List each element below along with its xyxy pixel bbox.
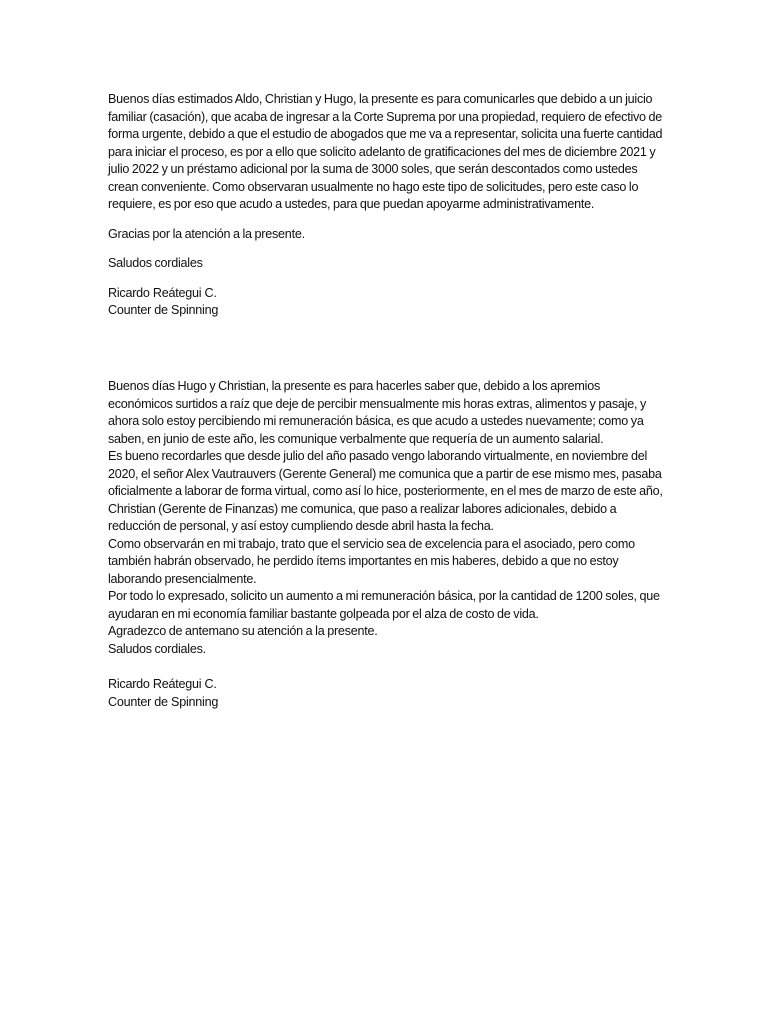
paragraph-closing: Saludos cordiales. bbox=[108, 641, 206, 656]
paragraph-thanks: Agradezco de antemano su atención a la presente. bbox=[108, 624, 378, 638]
paragraph-request: Por todo lo expresado, solicito un aumento a mi remuneración básica, por la cantidad de 1200 soles, que ayudaran en mi economía familiar bastante golpeada por el alza de costo de vida. bbox=[108, 589, 660, 621]
signature-block bbox=[108, 285, 664, 320]
thanks-line: Gracias por la atención a la presente. bbox=[108, 226, 305, 241]
signature-name: Ricardo Reátegui C. bbox=[108, 285, 217, 300]
paragraph-greeting: Buenos días Hugo y Christian, la presente es para hacerles saber que, debido a los apremios económicos surtidos a raíz que deje de percibir mensualmente mis horas extras, alimentos y pasaje, y ahora solo estoy percibiendo mi remuneración básica, es que acudo a ustedes nuevamente; como ya saben, en junio de este año, les comunique verbalmente que requería de un aumento salarial. bbox=[108, 379, 646, 446]
closing-line: Saludos cordiales bbox=[108, 256, 203, 270]
signature-name: Ricardo Reátegui C. bbox=[108, 677, 217, 691]
paragraph-observations: Como observarán en mi trabajo, trato que el servicio sea de excelencia para el asociado, pero como también habrán observado, he perdido ítems importantes en mis haberes, debido a que no estoy laborando presencialmente. bbox=[108, 536, 635, 586]
paragraph-background: Es bueno recordarles que desde julio del año pasado vengo laborando virtualmente, en noviembre del 2020, el señor Alex Vautrauvers (Gerente General) me comunica que a partir de ese mismo mes, pasaba oficialmente a laborar de forma virtual, como así lo hice, posteriormente, en el mes de marzo de este año, Christian (Gerente de Finanzas) me comunica, que paso a realizar labores adicionales, debido a reducción de personal, y así estoy cumpliendo desde abril hasta la fecha. bbox=[108, 449, 663, 533]
signature-title: Counter de Spinning bbox=[108, 694, 219, 709]
letter-loan-request bbox=[108, 91, 664, 320]
letter-body: Buenos días estimados Aldo, Christian y Hugo, la presente es para comunicarles que debido a un juicio familiar (casación), que acaba de ingresar a la Corte Suprema por una propiedad, requiero de efectivo de forma urgente, debido a que el estudio de abogados que me va a representar, solicita una fuerte cantidad para iniciar el proceso, es por a ello que solicito adelanto de gratificaciones del mes de diciembre 2021 y julio 2022 y un préstamo adicional por la suma de 3000 soles, que serán descontados como ustedes crean conveniente. Como observaran usualmente no hago este tipo de solicitudes, pero este caso lo requiere, es por eso que acudo a ustedes, para que puedan apoyarme administrativamente. bbox=[108, 92, 663, 211]
letter-raise-request bbox=[108, 378, 664, 711]
signature-block bbox=[108, 676, 664, 711]
signature-title: Counter de Spinning bbox=[108, 303, 219, 317]
